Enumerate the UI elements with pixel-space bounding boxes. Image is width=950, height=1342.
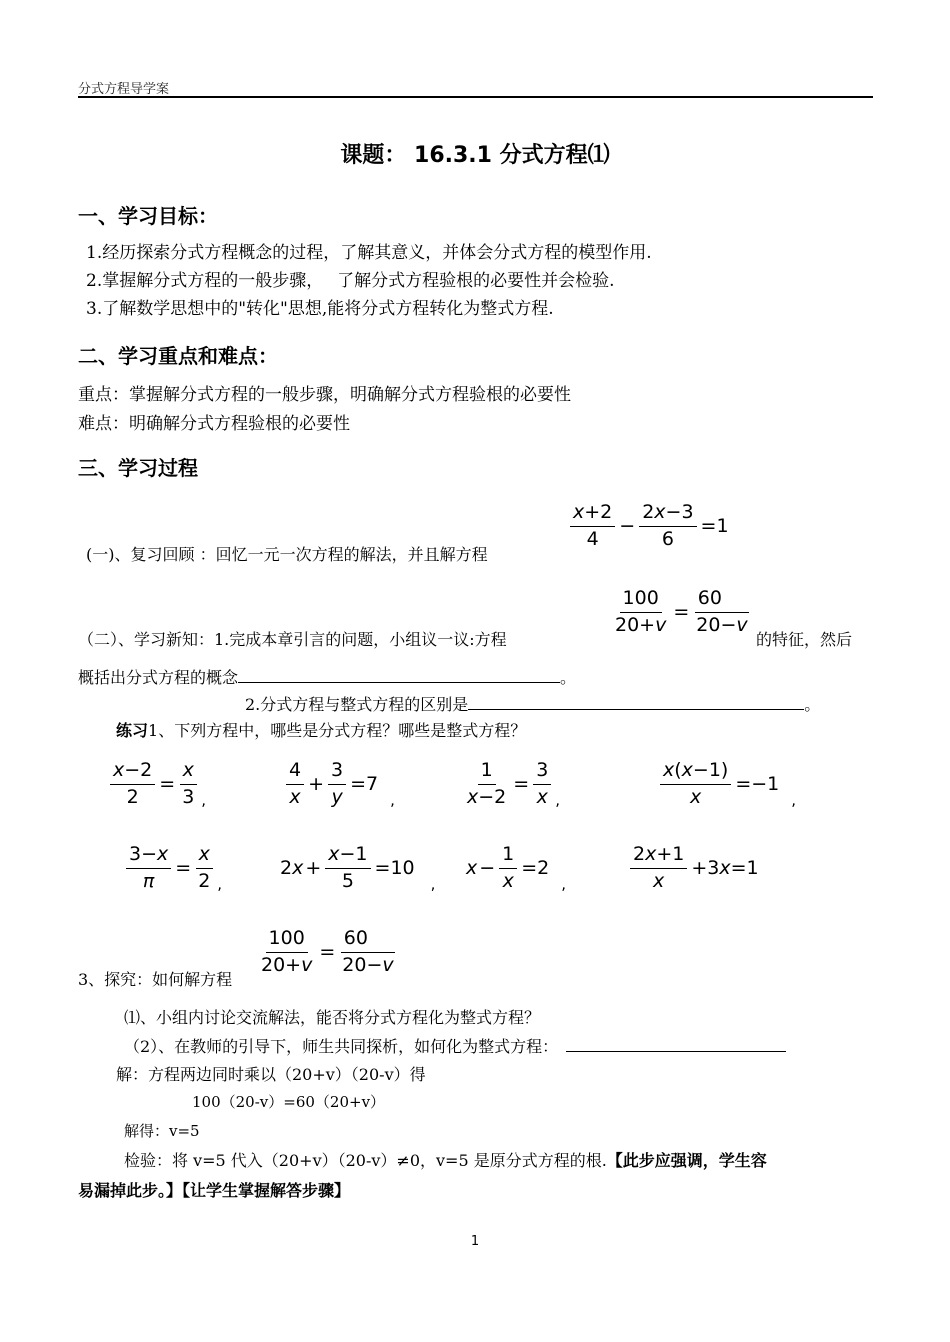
- review-equation: $\frac{x+2}{4}$ − $\frac{2x-3}{6}$ =1: [568, 502, 731, 551]
- objective-item-3: 3.了解数学思想中的"转化"思想,能将分式方程转化为整式方程.: [86, 299, 554, 319]
- objective-item-2: 2.掌握解分式方程的一般步骤， 了解分式方程验根的必要性并会检验.: [86, 271, 615, 291]
- check-line: [124, 1148, 767, 1171]
- discuss-2: （2）、在教师的引导下，师生共同探析，如何化为整式方程：: [124, 1037, 559, 1056]
- section2-heading: 二、学习重点和难点：: [78, 344, 278, 368]
- fraction: $\frac{2x-3}{6}$: [639, 502, 696, 551]
- fraction: $\frac{100}{20+v}$: [615, 587, 667, 636]
- key-point: 重点：掌握解分式方程的一般步骤，明确解分式方程验根的必要性: [78, 385, 571, 405]
- difference-label: 2.分式方程与整式方程的区别是: [245, 695, 469, 714]
- new-knowledge-suffix: 的特征，然后: [756, 630, 853, 649]
- page-number: 1: [470, 1234, 480, 1249]
- exercise-label: 练习: [116, 721, 149, 740]
- exercise-eq-4: $\frac{x(x-1)}{x}$ =−1 ,: [658, 760, 796, 809]
- solution-intro: 解：方程两边同时乘以（20+v）（20-v）得: [116, 1065, 426, 1084]
- fraction: $\frac{x+2}{4}$: [570, 502, 615, 551]
- discuss-2-line: [124, 1034, 786, 1057]
- discuss-2-blank[interactable]: [566, 1037, 786, 1052]
- check-text: 检验：将 v=5 代入（20+v）（20-v）≠0，v=5 是原分式方程的根.: [124, 1151, 607, 1170]
- review-text: (一)、复习回顾 ：回忆一元一次方程的解法，并且解方程: [86, 545, 488, 564]
- section1-heading: 一、学习目标：: [78, 204, 218, 228]
- emphasis-2: 易漏掉此步。】【让学生掌握解答步骤】: [78, 1181, 351, 1200]
- fraction: $\frac{60}{20-v}$: [696, 587, 748, 636]
- exercise-line: [116, 718, 526, 741]
- difference-end: 。: [804, 695, 821, 714]
- exercise-eq-1: $\frac{x-2}{2}$ = $\frac{x}{3}$ ,: [108, 760, 206, 809]
- explore-text: 3、探究：如何解方程: [78, 970, 233, 989]
- new-knowledge-prefix: （二）、学习新知：1.完成本章引言的问题，小组议一议:方程: [78, 630, 507, 649]
- emphasis-1: 【此步应强调，学生容: [606, 1151, 767, 1170]
- objective-item-1: 1.经历探索分式方程概念的过程，了解其意义，并体会分式方程的模型作用.: [86, 243, 652, 263]
- exercise-eq-2: $\frac{4}{x}$ + $\frac{3}{y}$ =7 ,: [284, 760, 395, 809]
- solution-result: 解得：v=5: [124, 1122, 200, 1140]
- exercise-eq-3: $\frac{1}{x-2}$ = $\frac{3}{x}$ ,: [467, 759, 561, 809]
- difference-line: [245, 692, 820, 715]
- concept-line: [78, 665, 576, 688]
- concept-end: 。: [560, 668, 577, 687]
- exercise-eq-7: x − $\frac{1}{x}$ =2 ,: [466, 843, 567, 893]
- exercise-eq-6: 2x + $\frac{x-1}{5}$ =10 ,: [280, 843, 436, 893]
- discuss-1: ⑴、小组内讨论交流解法，能否将分式方程化为整式方程？: [124, 1008, 541, 1027]
- document-header: 分式方程导学案: [78, 82, 170, 97]
- concept-label: 概括出分式方程的概念: [78, 668, 239, 687]
- page-title: 课题： 16.3.1 分式方程⑴: [340, 143, 610, 168]
- explore-equation: $\frac{100}{20+v}$ = $\frac{60}{20-v}$: [261, 927, 394, 976]
- solution-equation: 100（20-v）=60（20+v）: [192, 1093, 386, 1111]
- difference-blank[interactable]: [468, 695, 804, 710]
- concept-blank[interactable]: [238, 668, 560, 683]
- exercise-eq-5: $\frac{3-x}{\pi}$ = $\frac{x}{2}$ ,: [124, 844, 222, 893]
- section3-heading: 三、学习过程: [78, 456, 198, 480]
- exercise-text: 1、下列方程中，哪些是分式方程？哪些是整式方程？: [148, 721, 527, 740]
- difficulty-point: 难点：明确解分式方程验根的必要性: [78, 414, 350, 434]
- header-rule: [78, 96, 873, 98]
- intro-equation: $\frac{100}{20+v}$ = $\frac{60}{20-v}$: [610, 588, 753, 637]
- exercise-eq-8: $\frac{2x+1}{x}$ +3x=1: [628, 844, 761, 893]
